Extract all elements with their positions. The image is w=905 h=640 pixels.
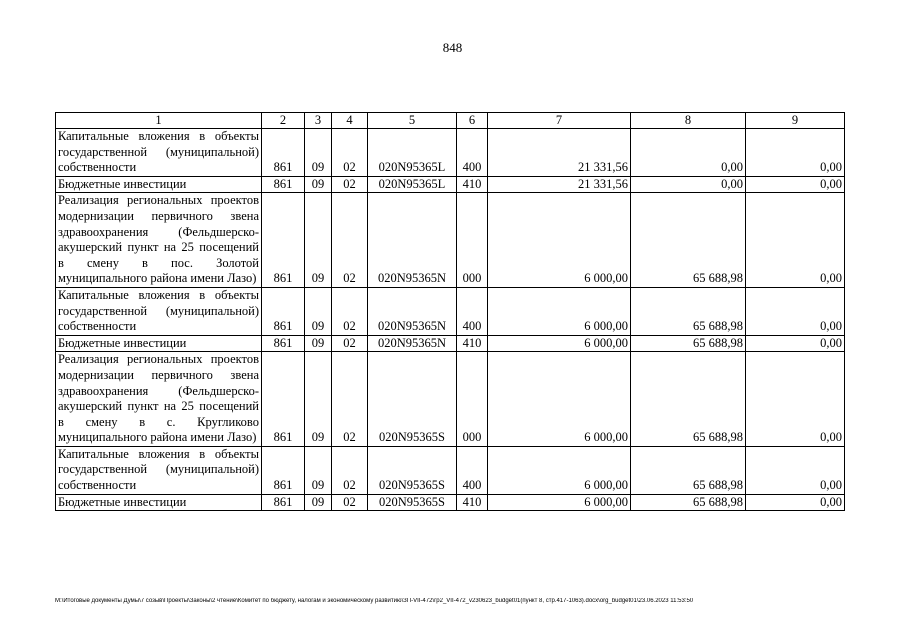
subsection-cell: 02 <box>332 287 368 335</box>
amount-col9-cell: 0,00 <box>746 287 845 335</box>
table-row <box>56 335 845 352</box>
ministry-code-cell: 861 <box>262 193 305 288</box>
header-cell: 5 <box>368 113 457 129</box>
amount-col8-cell: 65 688,98 <box>631 446 746 494</box>
section-cell: 09 <box>305 494 332 511</box>
amount-col7-cell: 21 331,56 <box>488 129 631 177</box>
expense-type-cell: 400 <box>457 129 488 177</box>
table-row <box>56 129 845 177</box>
amount-col7-cell: 21 331,56 <box>488 176 631 193</box>
subsection-cell: 02 <box>332 352 368 447</box>
row-name-cell: Бюджетные инвестиции <box>56 335 262 352</box>
header-cell: 3 <box>305 113 332 129</box>
target-article-cell: 020N95365N <box>368 287 457 335</box>
target-article-cell: 020N95365N <box>368 193 457 288</box>
header-cell: 9 <box>746 113 845 129</box>
amount-col7-cell: 6 000,00 <box>488 494 631 511</box>
table-row <box>56 446 845 494</box>
ministry-code-cell: 861 <box>262 335 305 352</box>
row-name-cell: Реализация региональных проектов модернизации первичного звена здравоохранения (Фельдшерско-акушерский пункт на 25 посещений в смену в с. Кругликово муниципального района имени Лазо) <box>56 352 262 447</box>
amount-col7-cell: 6 000,00 <box>488 352 631 447</box>
section-cell: 09 <box>305 176 332 193</box>
header-cell: 4 <box>332 113 368 129</box>
table-row <box>56 176 845 193</box>
row-name-cell: Реализация региональных проектов модернизации первичного звена здравоохранения (Фельдшерско-акушерский пункт на 25 посещений в смену в пос. Золотой муниципального района имени Лазо) <box>56 193 262 288</box>
subsection-cell: 02 <box>332 129 368 177</box>
amount-col8-cell: 0,00 <box>631 176 746 193</box>
amount-col9-cell: 0,00 <box>746 129 845 177</box>
expense-type-cell: 000 <box>457 352 488 447</box>
amount-col9-cell: 0,00 <box>746 352 845 447</box>
section-cell: 09 <box>305 352 332 447</box>
ministry-code-cell: 861 <box>262 176 305 193</box>
amount-col8-cell: 65 688,98 <box>631 335 746 352</box>
header-cell: 2 <box>262 113 305 129</box>
header-cell: 7 <box>488 113 631 129</box>
subsection-cell: 02 <box>332 193 368 288</box>
amount-col7-cell: 6 000,00 <box>488 335 631 352</box>
expense-type-cell: 410 <box>457 335 488 352</box>
ministry-code-cell: 861 <box>262 352 305 447</box>
subsection-cell: 02 <box>332 335 368 352</box>
target-article-cell: 020N95365S <box>368 494 457 511</box>
ministry-code-cell: 861 <box>262 287 305 335</box>
amount-col8-cell: 0,00 <box>631 129 746 177</box>
section-cell: 09 <box>305 287 332 335</box>
subsection-cell: 02 <box>332 446 368 494</box>
amount-col9-cell: 0,00 <box>746 193 845 288</box>
amount-col7-cell: 6 000,00 <box>488 446 631 494</box>
target-article-cell: 020N95365L <box>368 129 457 177</box>
section-cell: 09 <box>305 193 332 288</box>
subsection-cell: 02 <box>332 494 368 511</box>
header-cell: 8 <box>631 113 746 129</box>
target-article-cell: 020N95365S <box>368 446 457 494</box>
section-cell: 09 <box>305 129 332 177</box>
target-article-cell: 020N95365N <box>368 335 457 352</box>
expense-type-cell: 400 <box>457 446 488 494</box>
amount-col8-cell: 65 688,98 <box>631 193 746 288</box>
target-article-cell: 020N95365L <box>368 176 457 193</box>
amount-col8-cell: 65 688,98 <box>631 287 746 335</box>
section-cell: 09 <box>305 335 332 352</box>
row-name-cell: Бюджетные инвестиции <box>56 494 262 511</box>
amount-col9-cell: 0,00 <box>746 335 845 352</box>
table-row <box>56 287 845 335</box>
page-number: 848 <box>442 40 463 55</box>
footer-file-path: M:\Итоговые документы Думы\7 созыв\Проекты\Законы\2 чтение\Комитет по бюджету, налогам и экономическому развитию\ЗП-VII-472\гр2_VII-472_v230623_budget01(пункт 8, стр.417-1063).docx\org_budget01\23.06.2023 11:53:50 <box>55 598 694 604</box>
amount-col9-cell: 0,00 <box>746 446 845 494</box>
amount-col8-cell: 65 688,98 <box>631 494 746 511</box>
header-cell: 1 <box>56 113 262 129</box>
amount-col9-cell: 0,00 <box>746 176 845 193</box>
amount-col8-cell: 65 688,98 <box>631 352 746 447</box>
target-article-cell: 020N95365S <box>368 352 457 447</box>
expense-type-cell: 410 <box>457 494 488 511</box>
table-row <box>56 352 845 447</box>
subsection-cell: 02 <box>332 176 368 193</box>
amount-col9-cell: 0,00 <box>746 494 845 511</box>
ministry-code-cell: 861 <box>262 446 305 494</box>
table-row <box>56 193 845 288</box>
row-name-cell: Капитальные вложения в объекты государственной (муниципальной) собственности <box>56 129 262 177</box>
budget-table <box>55 112 845 511</box>
row-name-cell: Капитальные вложения в объекты государственной (муниципальной) собственности <box>56 446 262 494</box>
header-cell: 6 <box>457 113 488 129</box>
amount-col7-cell: 6 000,00 <box>488 193 631 288</box>
expense-type-cell: 410 <box>457 176 488 193</box>
amount-col7-cell: 6 000,00 <box>488 287 631 335</box>
ministry-code-cell: 861 <box>262 494 305 511</box>
section-cell: 09 <box>305 446 332 494</box>
row-name-cell: Капитальные вложения в объекты государственной (муниципальной) собственности <box>56 287 262 335</box>
table-header-row <box>56 113 845 129</box>
expense-type-cell: 000 <box>457 193 488 288</box>
table-row <box>56 494 845 511</box>
ministry-code-cell: 861 <box>262 129 305 177</box>
expense-type-cell: 400 <box>457 287 488 335</box>
row-name-cell: Бюджетные инвестиции <box>56 176 262 193</box>
